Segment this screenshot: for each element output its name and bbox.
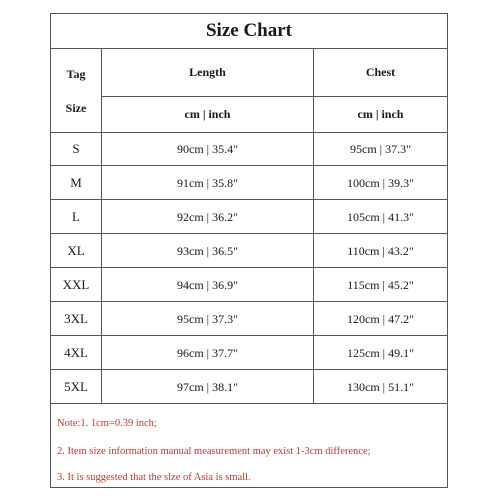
- chest-cell: 105cm | 41.3": [347, 209, 414, 224]
- size-tag-cell: 3XL: [64, 311, 88, 326]
- header-chest: Chest: [365, 64, 396, 79]
- chest-cell: 95cm | 37.3": [350, 141, 411, 156]
- note-2: 2. Item size information manual measurement may exist 1-3cm difference;: [57, 446, 371, 457]
- table-row: [51, 200, 447, 234]
- chest-cell: 120cm | 47.2": [347, 311, 414, 326]
- size-chart-table: [50, 13, 448, 488]
- table-row: [51, 234, 447, 268]
- header-chest-unit: cm | inch: [357, 106, 404, 121]
- length-cell: 94cm | 36.9": [177, 277, 238, 292]
- chest-cell: 130cm | 51.1": [347, 379, 414, 394]
- size-tag-cell: XXL: [62, 277, 90, 292]
- chart-title: Size Chart: [51, 14, 447, 49]
- header-size: Size: [65, 100, 87, 115]
- notes-section: [51, 404, 447, 487]
- table-row: [51, 336, 447, 370]
- chest-cell: 125cm | 49.1": [347, 345, 414, 360]
- note-1: Note:1. 1cm=0.39 inch;: [57, 418, 157, 429]
- size-tag-cell: L: [72, 209, 80, 224]
- length-cell: 95cm | 37.3": [177, 311, 238, 326]
- size-tag-cell: XL: [67, 243, 85, 258]
- table-row: [51, 370, 447, 404]
- note-3: 3. It is suggested that the size of Asia is small.: [57, 472, 251, 483]
- length-cell: 90cm | 35.4": [177, 141, 238, 156]
- table-row: [51, 268, 447, 302]
- chest-cell: 110cm | 43.2": [347, 243, 414, 258]
- length-cell: 91cm | 35.8": [177, 175, 238, 190]
- length-cell: 92cm | 36.2": [177, 209, 238, 224]
- size-tag-cell: 4XL: [64, 345, 88, 360]
- table-row: [51, 302, 447, 336]
- size-tag-cell: S: [72, 141, 80, 156]
- length-cell: 96cm | 37.7": [177, 345, 238, 360]
- table-header: [51, 48, 447, 133]
- divider: [102, 96, 447, 97]
- header-length: Length: [189, 64, 226, 79]
- header-tag: Tag: [66, 66, 86, 81]
- table-row: [51, 166, 447, 200]
- size-tag-cell: 5XL: [64, 379, 88, 394]
- length-cell: 93cm | 36.5": [177, 243, 238, 258]
- table-row: [51, 132, 447, 166]
- size-tag-cell: M: [70, 175, 82, 190]
- chest-cell: 115cm | 45.2": [347, 277, 414, 292]
- length-cell: 97cm | 38.1": [177, 379, 238, 394]
- chest-cell: 100cm | 39.3": [347, 175, 414, 190]
- header-length-unit: cm | inch: [184, 106, 231, 121]
